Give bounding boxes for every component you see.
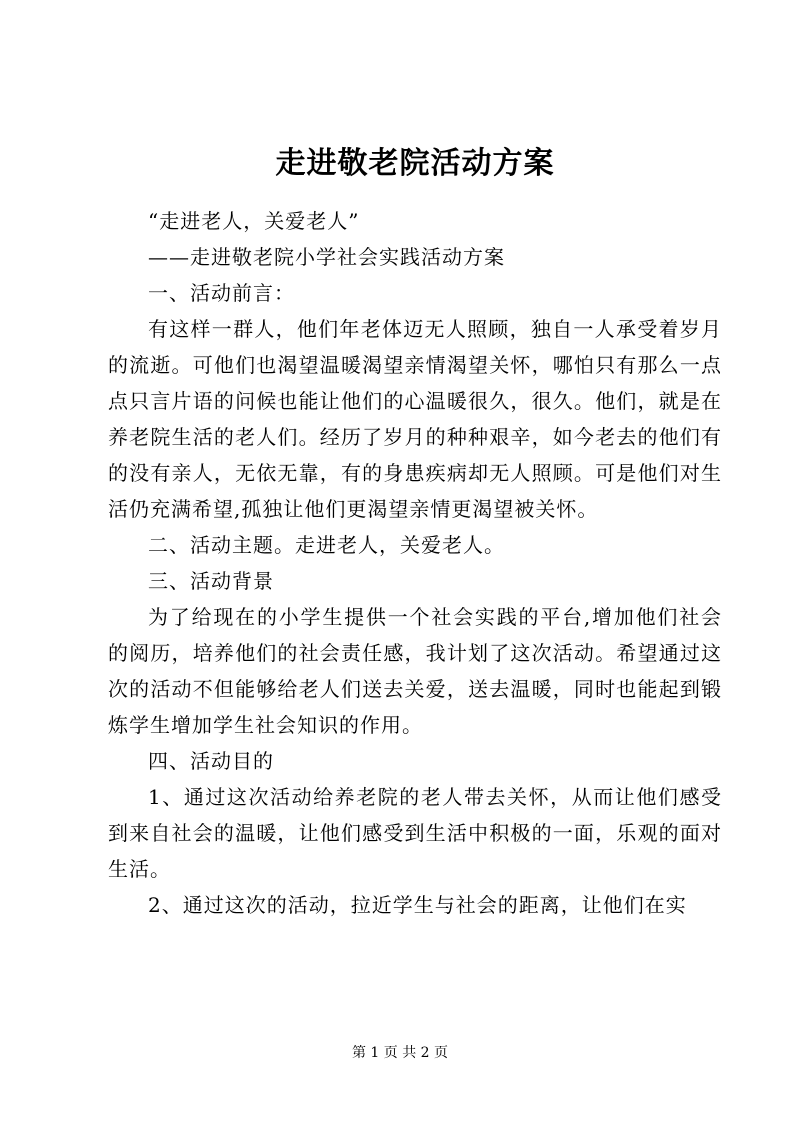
document-title: 走进敬老院活动方案 [275, 146, 555, 181]
paragraph: 为了给现在的小学生提供一个社会实践的平台,增加他们社会的阅历，培养他们的社会责任感，我计划了这次活动。希望通过这次的活动不但能够给老人们送去关爱，送去温暖，同时也能起到锻炼学生增加学生社会知识的作用。 [108, 605, 722, 737]
paragraph: 有这样一群人，他们年老体迈无人照顾，独自一人承受着岁月的流逝。可他们也渴望温暖渴望亲情渴望关怀，哪怕只有那么一点点只言片语的问候也能让他们的心温暖很久，很久。他们，就是在养老院生活的老人们。经历了岁月的种种艰辛，如今老去的他们有的没有亲人，无依无靠，有的身患疾病却无人照顾。可是他们对生活仍充满希望,孤独让他们更渴望亲情更渴望被关怀。 [108, 317, 722, 521]
page-footer: 第 1 页 共 2 页 [351, 1045, 449, 1061]
section-heading: 四、活动目的 [148, 749, 274, 773]
section-heading: 二、活动主题。走进老人，关爱老人。 [148, 533, 505, 557]
section-heading: 一、活动前言： [148, 281, 295, 305]
paragraph: 2、通过这次的活动，拉近学生与社会的距离，让他们在实 [148, 893, 687, 917]
quote-line: “走进老人，关爱老人” [148, 209, 360, 233]
paragraph: 1、通过这次活动给养老院的老人带去关怀，从而让他们感受到来自社会的温暖，让他们感受到生活中积极的一面，乐观的面对生活。 [108, 785, 722, 881]
subtitle-line: ——走进敬老院小学社会实践活动方案 [148, 245, 505, 269]
section-heading: 三、活动背景 [148, 569, 274, 593]
